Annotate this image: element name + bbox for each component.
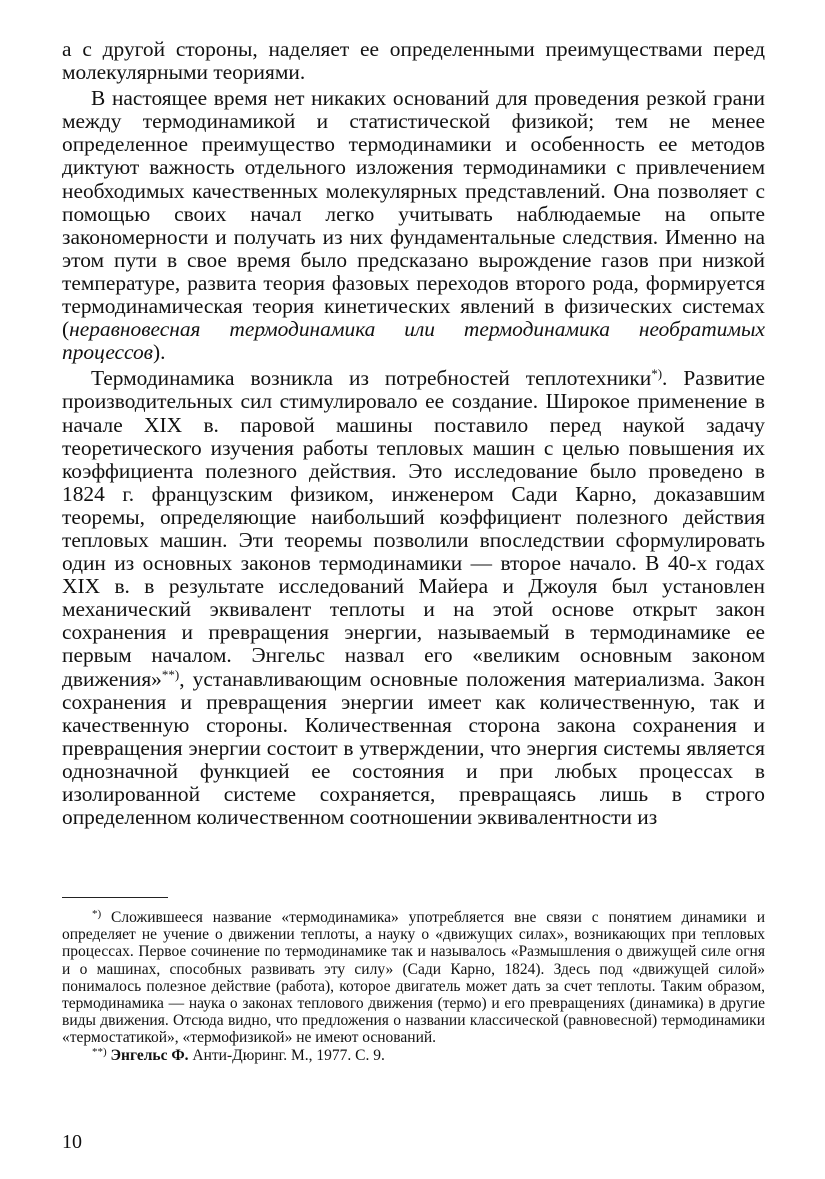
paragraph-2-italic-term: неравновесная термодинамика или термодинамика необратимых процессов	[62, 317, 765, 365]
paragraph-2	[62, 87, 765, 364]
paragraph-1-text: а с другой стороны, наделяет ее определенными преимуществами перед молекулярными теориями.	[62, 37, 765, 85]
footnote-1	[62, 909, 765, 1047]
footnote-1-mark: *)	[92, 908, 102, 921]
paragraph-2-end: ).	[152, 340, 166, 365]
paragraph-3	[62, 367, 765, 829]
paragraph-1	[62, 38, 765, 84]
footnote-2-text: Анти-Дюринг. М., 1977. С. 9.	[192, 1046, 385, 1064]
footnote-2-author: Энгельс Ф.	[110, 1046, 189, 1064]
footnote-divider	[62, 897, 168, 898]
footnote-1-text: Сложившееся название «термодинамика» употребляется вне связи с понятием динамики и определяет не учение о движении теплоты, а науку о «движущих силах», возникающих при тепловых процессах. Первое сочинение по термодинамике так и называлось «Размышления о движущей силе огня и о машинах, способных развивать эту силу» (Сади Карно, 1824). Здесь под «движущей силой» понималось полезное действие (работа), которое двигатель может дать за счет теплоты. Таким образом, термодинамика — наука о законах теплового движения (термо) и его превращениях (динамика) в другие виды движения. Отсюда видно, что предложения о названии классической (равновесной) термодинамики «термостатикой», «термофизикой» не имеют оснований.	[62, 909, 765, 1047]
paragraph-3-text-c: , устанавливающим основные положения материализма. Закон сохранения и превращения энергии имеет как количественную, так и качественную стороны. Количественная сторона закона сохранения и превращения энергии состоит в утверждении, что энергия системы является однозначной функцией ее состояния и при любых процессах в изолированной системе сохраняется, превращаясь лишь в строго определенном количественном соотношении эквивалентности из	[62, 666, 765, 830]
footnote-2-mark: **)	[92, 1045, 107, 1058]
paragraph-2-text: В настоящее время нет никаких оснований для проведения резкой грани между термодинамикой и статистической физикой; тем не менее определенное преимущество термодинамики и особенность ее методов диктуют важность отдельного изложения термодинамики с привлечением необходимых качественных молекулярных представлений. Она позволяет с помощью своих начал легко учитывать наблюдаемые на опыте закономерности и получать из них фундаментальные следствия. Именно на этом пути в свое время было предсказано вырождение газов при низкой температуре, развита теория фазовых переходов второго рода, формируется термодинамическая теория кинетических явлений в физических системах (	[62, 86, 765, 342]
footnote-2	[62, 1047, 765, 1064]
page-number: 10	[62, 1131, 82, 1153]
main-text	[62, 38, 765, 829]
paragraph-3-text-a: Термодинамика возникла из потребностей теплотехники	[91, 366, 652, 391]
footnote-ref-1: *)	[651, 366, 663, 382]
footnotes	[62, 909, 765, 1064]
paragraph-3-text-b: . Развитие производительных сил стимулировало ее создание. Широкое применение в начале XIX в. паровой машины поставило перед наукой задачу теоретического изучения работы тепловых машин с целью повышения их коэффициента полезного действия. Это исследование было проведено в 1824 г. французским физиком, инженером Сади Карно, доказавшим теоремы, определяющие наибольший коэффициент полезного действия тепловых машин. Эти теоремы позволили впоследствии сформулировать один из основных законов термодинамики — второе начало. В 40-х годах XIX в. в результате исследований Майера и Джоуля был установлен механический эквивалент теплоты и на этой основе открыт закон сохранения и превращения энергии, называемый в термодинамике ее первым началом. Энгельс назвал его «великим основным законом движения»	[62, 366, 766, 691]
footnote-ref-2: **)	[161, 666, 180, 682]
